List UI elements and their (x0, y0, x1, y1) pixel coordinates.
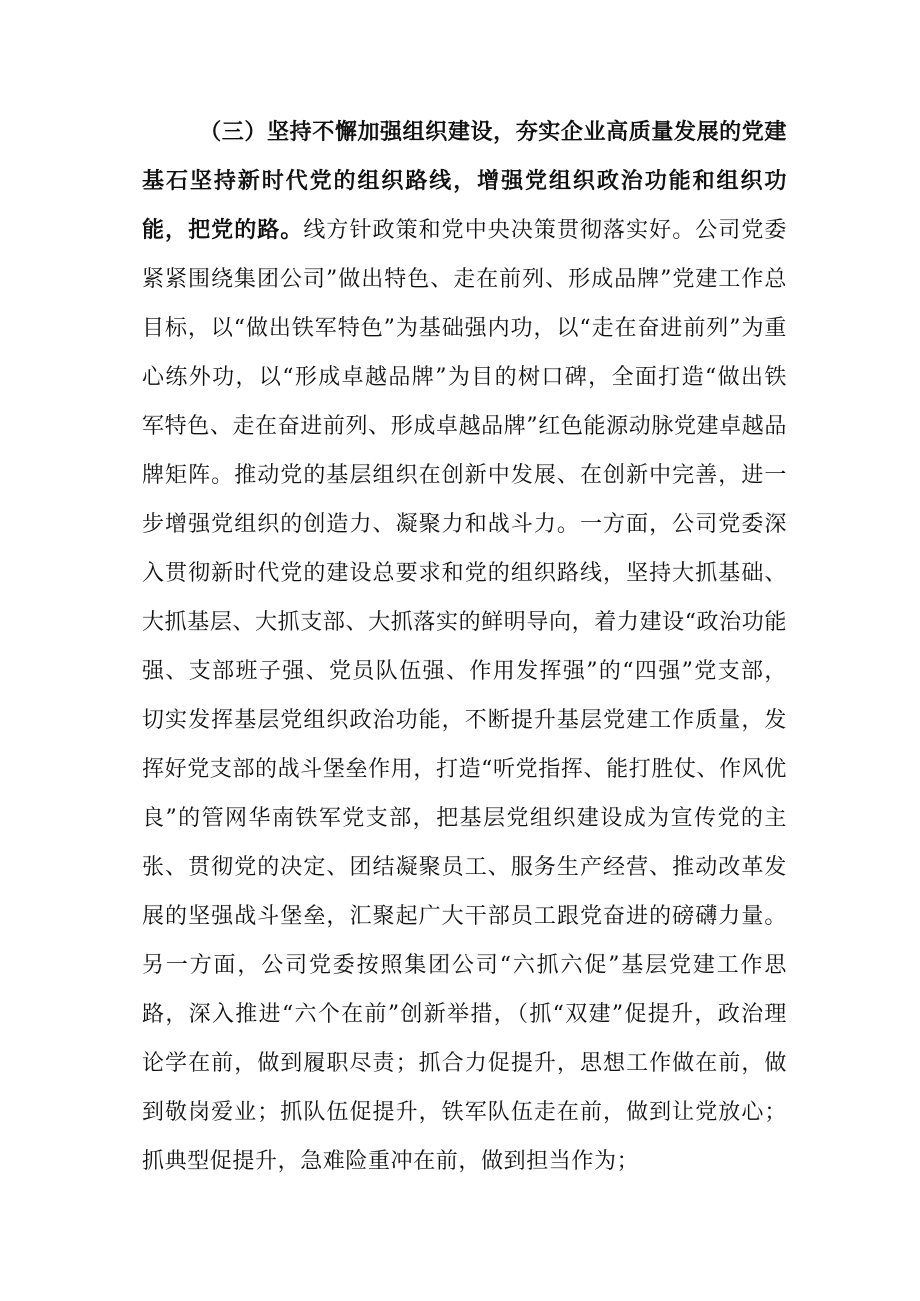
section-heading: （三）坚持不懈加强组织建设，夯实企业高质量发展的党建基石坚持新时代党的组织路线，增强党组织政治功能和组织功能，把党的路。 (142, 120, 787, 243)
paragraph-text: 线方针政策和党中央决策贯彻落实好。公司党委紧紧围绕集团公司”做出特色、走在前列、形成品牌”党建工作总目标，以“做出铁军特色”为基础强内功，以“走在奋进前列”为重心练外功，以“形成卓越品牌”为目的树口碑，全面打造“做出铁军特色、走在奋进前列、形成卓越品牌”红色能源动脉党建卓越品牌矩阵。推动党的基层组织在创新中发展、在创新中完善，进一步增强党组织的创造力、凝聚力和战斗力。一方面，公司党委深入贯彻新时代党的建设总要求和党的组织路线，坚持大抓基础、大抓基层、大抓支部、大抓落实的鲜明导向，着力建设“政治功能强、支部班子强、党员队伍强、作用发挥强”的“四强”党支部，切实发挥基层党组织政治功能，不断提升基层党建工作质量，发挥好党支部的战斗堡垒作用，打造“听党指挥、能打胜仗、作风优良”的管网华南铁军党支部，把基层党组织建设成为宣传党的主张、贯彻党的决定、团结凝聚员工、服务生产经营、推动改革发展的坚强战斗堡垒，汇聚起广大干部员工跟党奋进的磅礴力量。另一方面，公司党委按照集团公司“六抓六促”基层党建工作思路，深入推进“六个在前”创新举措，（抓“双建”促提升，政治理论学在前，做到履职尽责；抓合力促提升，思想工作做在前，做到敬岗爱业；抓队伍促提升，铁军队伍走在前，做到让党放心；抓典型促提升，急难险重冲在前，做到担当作为； (142, 218, 788, 1174)
body-paragraph (142, 108, 787, 1186)
